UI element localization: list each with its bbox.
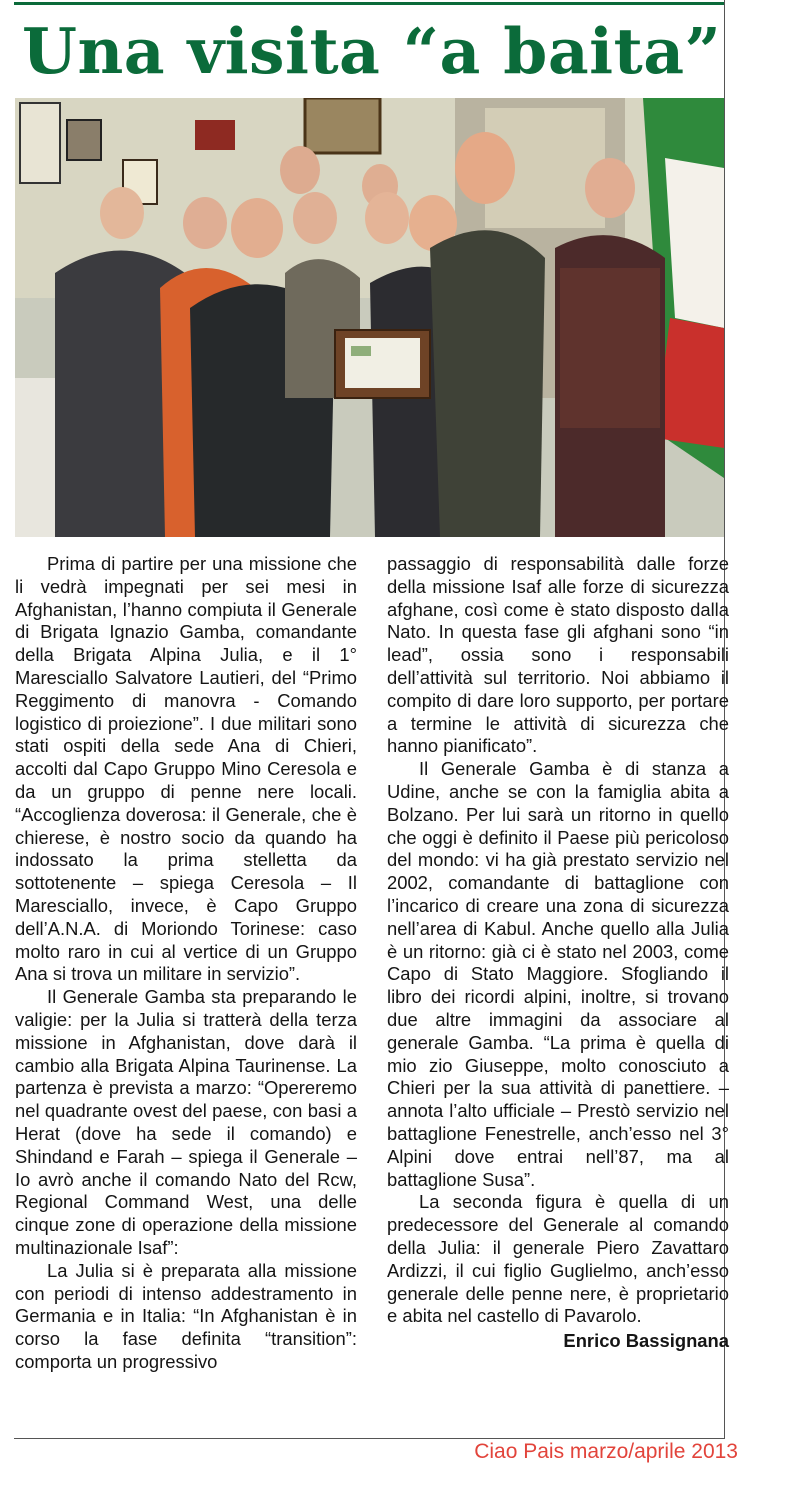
- article-paragraph: La Julia si è preparata alla missione con periodi di intenso addestramento in Germania e in Italia: “In Afghanistan è in corso la fase definita “transition”: comporta un progressivo: [15, 1259, 357, 1372]
- article-paragraph: Prima di partire per una missione che li vedrà impegnati per sei mesi in Afghanistan, l’hanno compiuta il Generale di Brigata Ignazio Gamba, comandante della Brigata Alpina Julia, e il 1° Maresciallo Salvatore Lautieri, del “Primo Reggimento di manovra - Comando logistico di proiezione”. I due militari sono stati ospiti della sede Ana di Chieri, accolti dal Capo Gruppo Mino Ceresola e da un gruppo di penne nere locali. “Accoglienza doverosa: il Generale, che è chierese, è nostro socio da quando ha indossato la prima stelletta da sottotenente – spiega Ceresola – Il Maresciallo, invece, è Capo Gruppo dell’A.N.A. di Moriondo Torinese: caso molto raro in cui al vertice di un Gruppo Ana si trova un militare in servizio”.: [15, 553, 357, 985]
- article-paragraph: Il Generale Gamba sta preparando le valigie: per la Julia si tratterà della terza missione in Afghanistan, dove darà il cambio alla Brigata Alpina Taurinense. La partenza è prevista a marzo: “Opereremo nel quadrante ovest del paese, con basi a Herat (dove ha sede il comando) e Shindand e Farah – spiega il Generale – Io avrò anche il comando Nato del Rcw, Regional Command West, una delle cinque zone di operazione della missione multinazionale Isaf”:: [15, 986, 357, 1258]
- article-paragraph: Il Generale Gamba è di stanza a Udine, anche se con la famiglia abita a Bolzano. Per lui sarà un ritorno in quello che oggi è definito il Paese più pericoloso del mondo: vi ha già prestato servizio nel 2002, comandante di battaglione con l’incarico di creare una zona di sicurezza nell’area di Kabul. Anche quello alla Julia è un ritorno: già ci è stato nel 2003, come Capo di Stato Maggiore. Sfogliando il libro dei ricordi alpini, inoltre, si trovano due altre immagini da associare al generale Gamba. “La prima è quella di mio zio Giuseppe, molto conosciuto a Chieri per la sua attività di panettiere. – annota l’alto ufficiale – Prestò servizio nel battaglione Fenestrelle, anch’esso nel 3° Alpini dove entrai nell’87, ma al battaglione Susa”.: [387, 758, 729, 1190]
- article-headline: Una visita “a baita”: [22, 14, 722, 88]
- article-byline: Enrico Bassignana: [563, 1330, 729, 1352]
- footer-source: Ciao Pais marzo/aprile 2013: [474, 1440, 738, 1463]
- article-paragraph: passaggio di responsabilità dalle forze della missione Isaf alle forze di sicurezza afghane, così come è stato disposto dalla Nato. In questa fase gli afghani sono “in lead”, ossia sono i responsabili dell’attività sul territorio. Noi abbiamo il compito di dare loro supporto, per portare a termine le attività di sicurezza che hanno pianificato”.: [387, 553, 729, 757]
- article-paragraph: La seconda figura è quella di un predecessore del Generale al comando della Julia: il generale Piero Zavattaro Ardizzi, il cui figlio Guglielmo, anch’esso generale delle penne nere, è proprietario e abita nel castello di Pavarolo.: [387, 1191, 729, 1327]
- article-column-right: [387, 553, 729, 1353]
- article-photo: [15, 98, 724, 537]
- top-rule: [14, 2, 724, 5]
- article-column-left: [15, 553, 357, 1374]
